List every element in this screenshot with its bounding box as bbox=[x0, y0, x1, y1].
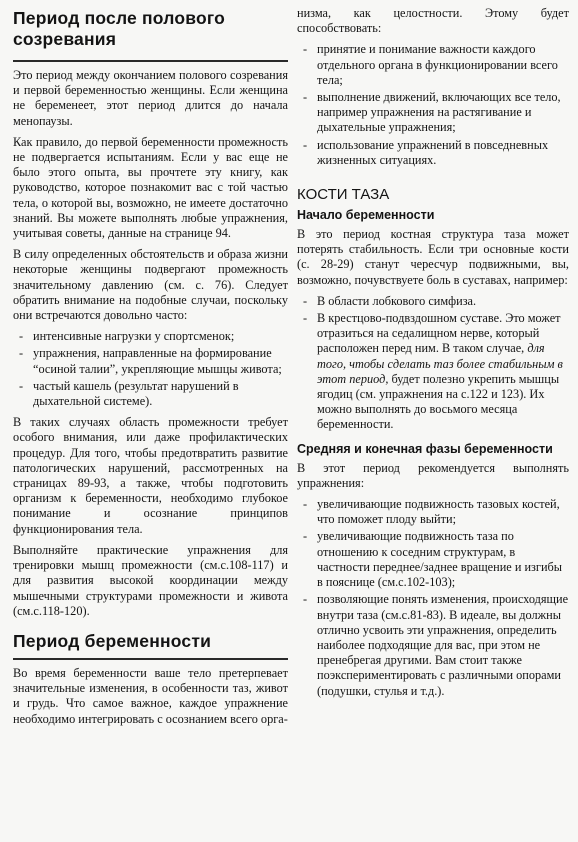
list-item: - В крестцово-подвздошном суставе. Это может отразиться на седалищном нерве, который расположен перед ним. В таком случае, для того, чтобы сделать таз более стабильным в этот период, будет полезно укрепить мышцы ягодиц (см. упражнения на с.122 и 123). Их можно выполнять до восьмого месяца беременности. bbox=[303, 311, 563, 432]
list bbox=[297, 497, 569, 699]
title-divider bbox=[13, 658, 288, 660]
paragraph: Как правило, до первой беременности промежность не подвергается испытаниям. Если у вас еще не было этого опыта, вы прочтете эту книгу, как руководство, которое познакомит вас с той частью тела, о которой вы, возможно, не имеете достаточно знаний. Вы можете выполнять любые упражнения, учитывая советы, данные на странице 94. bbox=[13, 134, 288, 241]
left-column bbox=[13, 0, 288, 733]
list-item: - упражнения, направленные на формирование “осиной талии”, укрепляющие мышцы живота; bbox=[19, 346, 282, 376]
paragraph: В силу определенных обстоятельств и образа жизни некоторые женщины подвергают промежность значительному давлению (см. с. 76). Следует обратить внимание на подобные случаи, поскольку они встречаются довольно часто: bbox=[13, 247, 288, 323]
list bbox=[297, 294, 569, 433]
section-heading-pelvic-bones: КОСТИ ТАЗА bbox=[297, 186, 390, 204]
list bbox=[13, 329, 288, 409]
list-item: - увеличивающие подвижность тазовых костей, что поможет плоду выйти; bbox=[303, 497, 560, 527]
list-item: - позволяющие понять изменения, происходящие внутри таза (см.с.81-83). В идеале, вы должны отлично усвоить эти упражнения, определить наиболее подходящие для вас, при этом не пренебрегая другими. Вам стоит также поэкспериментировать с различными опорами (подушки, стулья и т.д.). bbox=[303, 592, 569, 698]
section-title-pregnancy: Период беременности bbox=[13, 630, 212, 651]
list-item: - интенсивные нагрузки у спортсменок; bbox=[19, 329, 235, 344]
list-item: - В области лобкового симфиза. bbox=[303, 293, 477, 308]
paragraph: Это период между окончанием полового созревания и первой беременностью женщины. Если женщина не беременеет, этот период длится до начала менопаузы. bbox=[13, 68, 288, 128]
subheading-early-pregnancy: Начало беременности bbox=[297, 208, 435, 223]
list-item: - частый кашель (результат нарушений в дыхательной системе). bbox=[19, 378, 239, 409]
list-item: - увеличивающие подвижность таза по отношению к соседним структурам, в частности переднее/заднее вращение и изгибы в пояснице (см.с.102-103); bbox=[303, 529, 563, 590]
paragraph: низма, как целостности. Этому будет способствовать: bbox=[297, 6, 569, 36]
paragraph: В таких случаях область промежности требует особого внимания, или даже профилактических процедур. Для того, чтобы предотвратить развитие патологических нарушений, рассмотренных на страницах 89-93, а также, чтобы подготовить организм к беременности, необходимо глубокое понимание и осознание принципов функционирования тела. bbox=[13, 415, 288, 536]
list-item: - использование упражнений в повседневных жизненных ситуациях. bbox=[303, 137, 549, 167]
title-divider bbox=[13, 60, 288, 62]
paragraph: В это период костная структура таза может потерять стабильность. Если три основные кости (с. 28-29) станут чересчур подвижными, вы, возможно, почувствуете боль в суставах, например: bbox=[297, 227, 569, 287]
list-item: - принятие и понимание важности каждого отдельного органа в функционировании всего тела; bbox=[303, 42, 558, 87]
subheading-middle-late-pregnancy: Средняя и конечная фазы беременности bbox=[297, 441, 553, 456]
right-column bbox=[297, 0, 569, 705]
paragraph: В этот период рекомендуется выполнять упражнения: bbox=[297, 460, 569, 490]
paragraph: Выполняйте практические упражнения для тренировки мышц промежности (см.с.108-117) и для развития высокой координации между мышечными структурами промежности и живота (см.с.118-120). bbox=[13, 542, 288, 618]
section-title-post-puberty: Период после полового созревания bbox=[13, 8, 225, 49]
list-item: - выполнение движений, включающих все тело, например упражнения на растягивание и дыхательные упражнения; bbox=[303, 90, 561, 135]
list bbox=[297, 42, 569, 168]
paragraph: Во время беременности ваше тело претерпевает значительные изменения, в особенности таз, живот и грудь. Что самое важное, каждое упражнение необходимо интегрировать с осознанием всего орга- bbox=[13, 665, 288, 726]
